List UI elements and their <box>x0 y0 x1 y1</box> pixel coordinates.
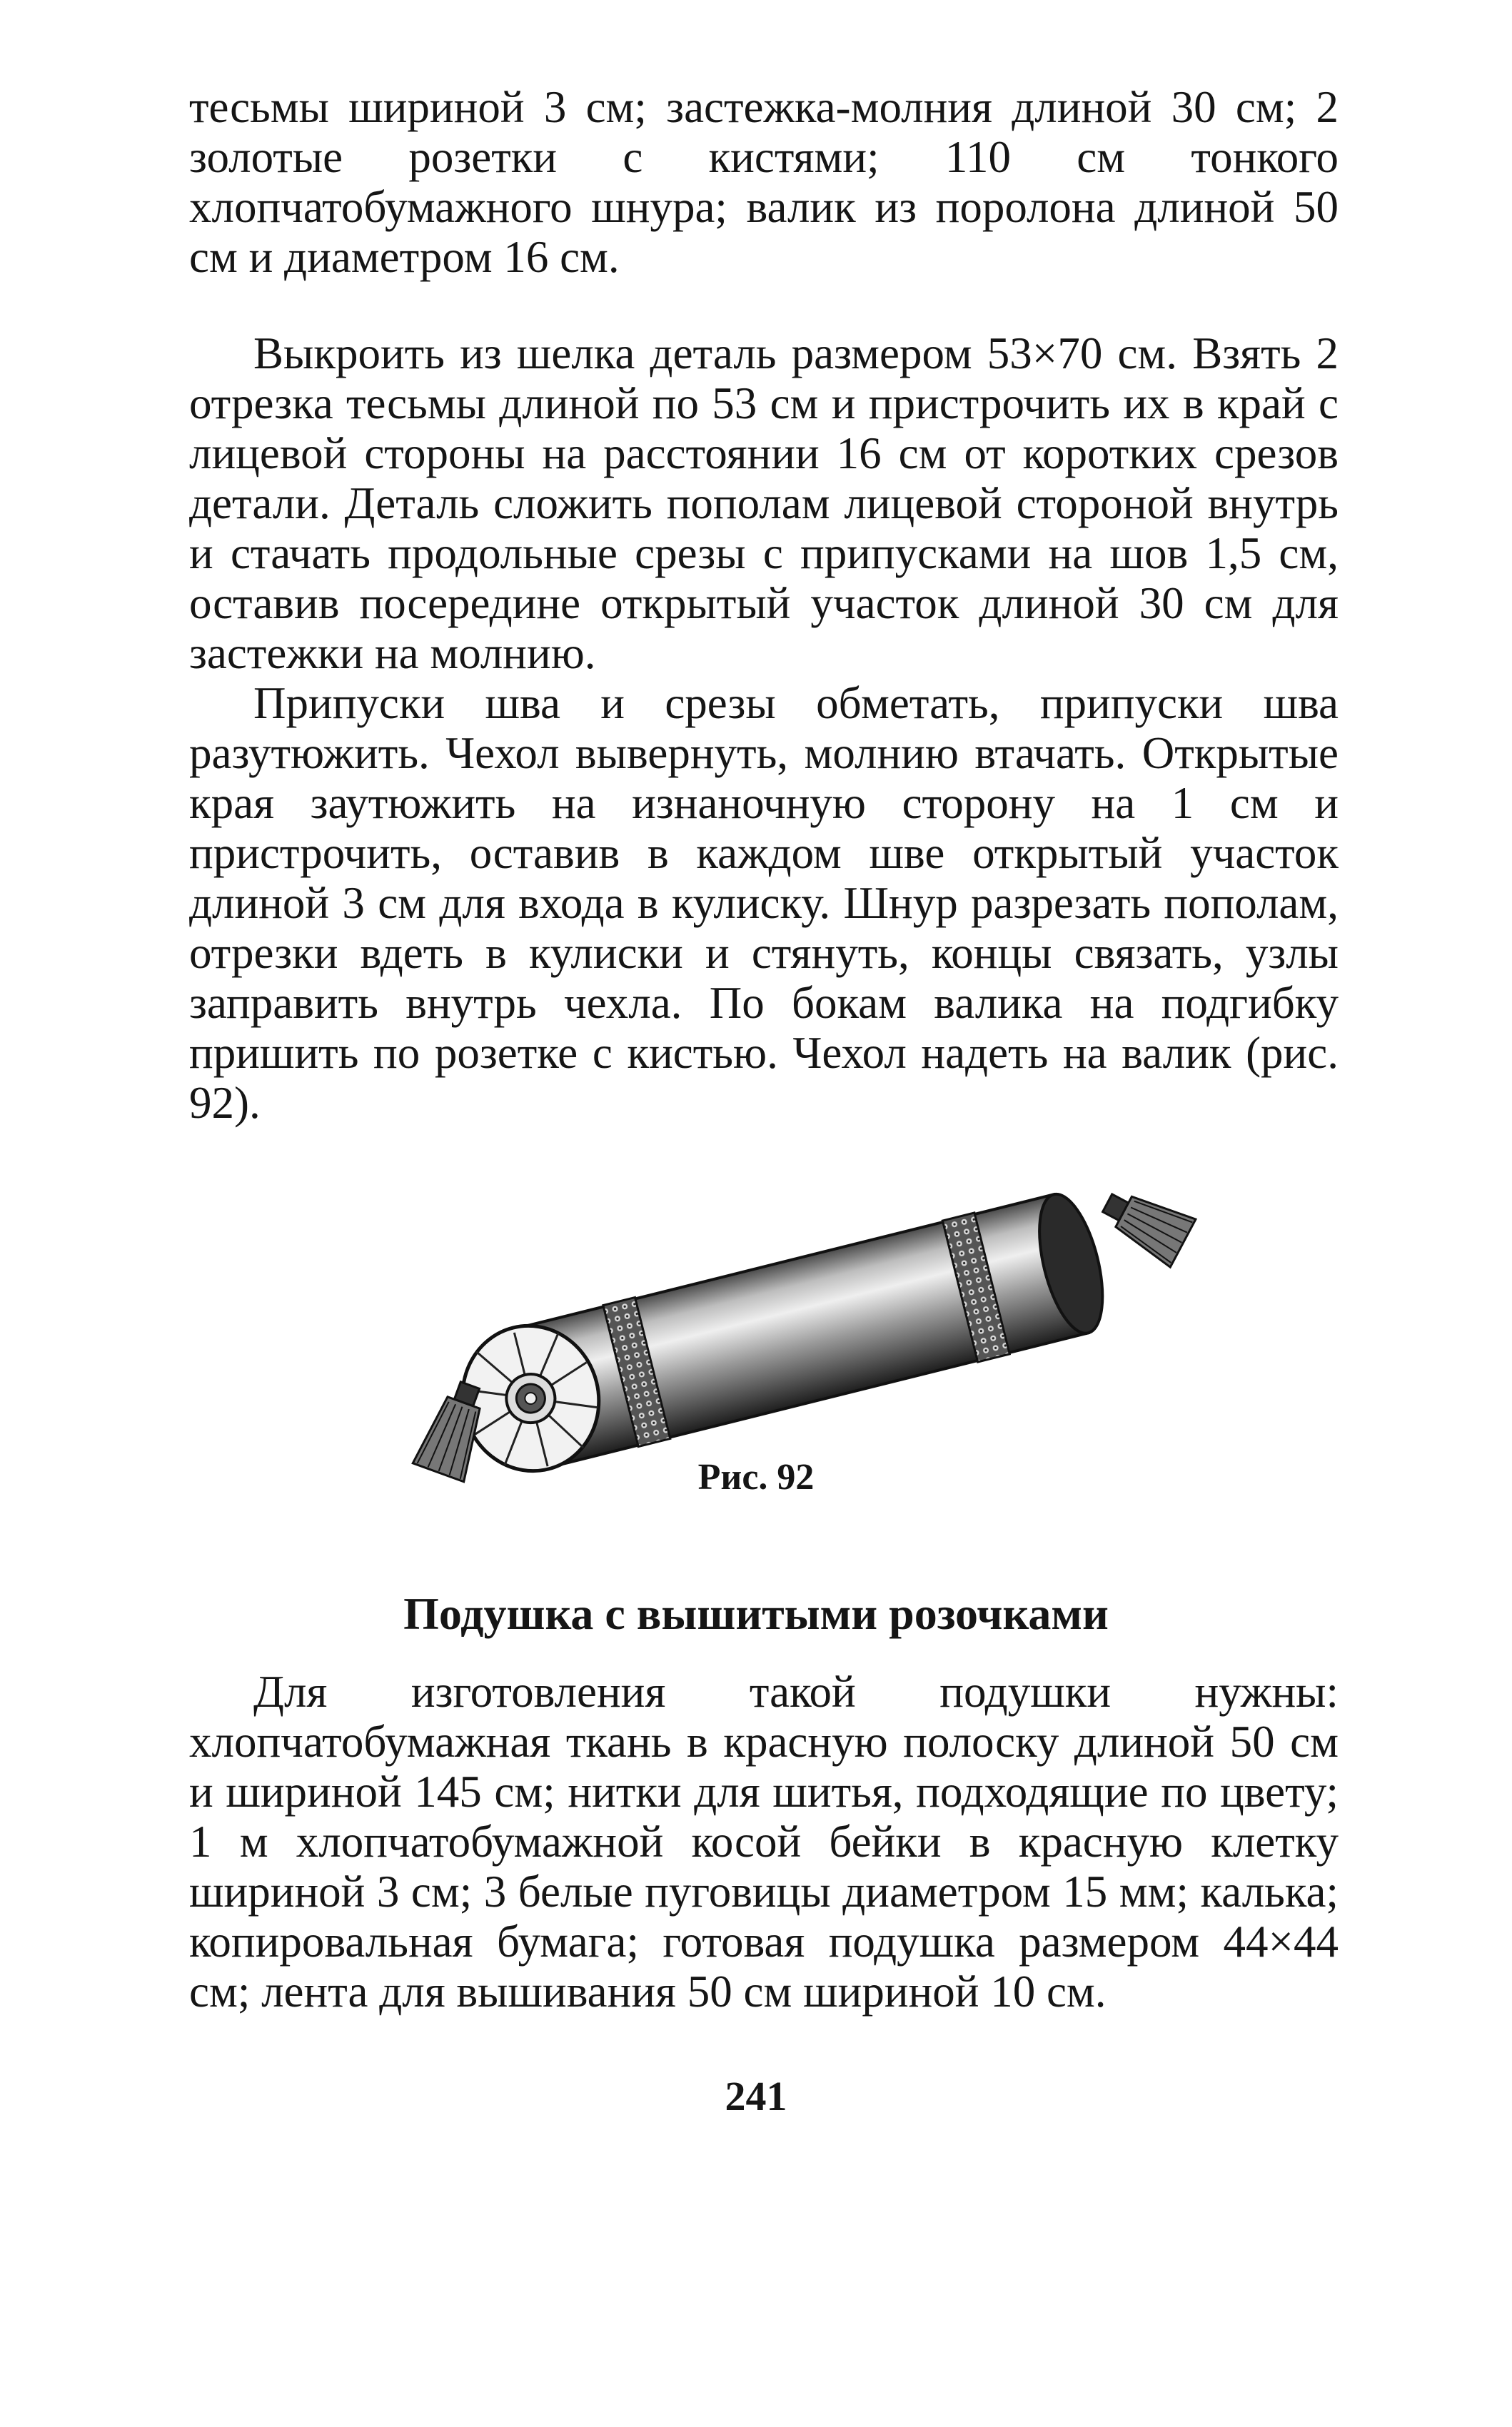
paragraph-finishing-instructions: Припуски шва и срезы обметать, припуски шва разутюжить. Чехол вывернуть, молнию втачать. Открытые края заутюжить на изнаночную сторону на 1 см и пристрочить, оставив в каждом шве открытый участок длиной 3 см для входа в кулиску. Шнур разрезать пополам, отрезки вдеть в кулиски и стянуть, концы связать, узлы заправить внутрь чехла. По бокам валика на подгибку пришить по розетке с кистью. Чехол надеть на валик (рис. 92). <box>189 678 1339 1128</box>
paragraph-materials-continued: тесьмы шириной 3 см; застежка-молния длиной 30 см; 2 золотые розетки с кистями; 110 см тонкого хлопчатобумажного шнура; валик из поролона длиной 50 см и диаметром 16 см. <box>189 82 1339 282</box>
text-block-instructions <box>189 328 1339 1128</box>
page-number: 241 <box>725 2073 787 2119</box>
paragraph-new-project-materials: Для изготовления такой подушки нужны: хлопчатобумажная ткань в красную полоску длиной 50 см и шириной 145 см; нитки для шитья, подходящие по цвету; 1 м хлопчатобумажной косой бейки в красную клетку шириной 3 см; 3 белые пуговицы диаметром 15 мм; калька; копировальная бумага; готовая подушка размером 44×44 см; лента для вышивания 50 см шириной 10 см. <box>189 1667 1339 2017</box>
text-block-top <box>189 82 1339 282</box>
paragraph-cutting-instructions: Выкроить из шелка деталь размером 53×70 см. Взять 2 отрезка тесьмы длиной по 53 см и пристрочить их в край с лицевой стороны на расстоянии 16 см от коротких срезов детали. Деталь сложить пополам лицевой стороной внутрь и стачать продольные срезы с припусками на шов 1,5 см, оставив посередине открытый участок длиной 30 см для застежки на молнию. <box>189 328 1339 678</box>
figure-caption: Рис. 92 <box>697 1457 815 1498</box>
section-heading: Подушка с вышитыми розочками <box>403 1588 1109 1639</box>
text-block-bottom <box>189 1667 1339 2017</box>
bolster-pillow-illustration <box>400 1156 1228 1492</box>
